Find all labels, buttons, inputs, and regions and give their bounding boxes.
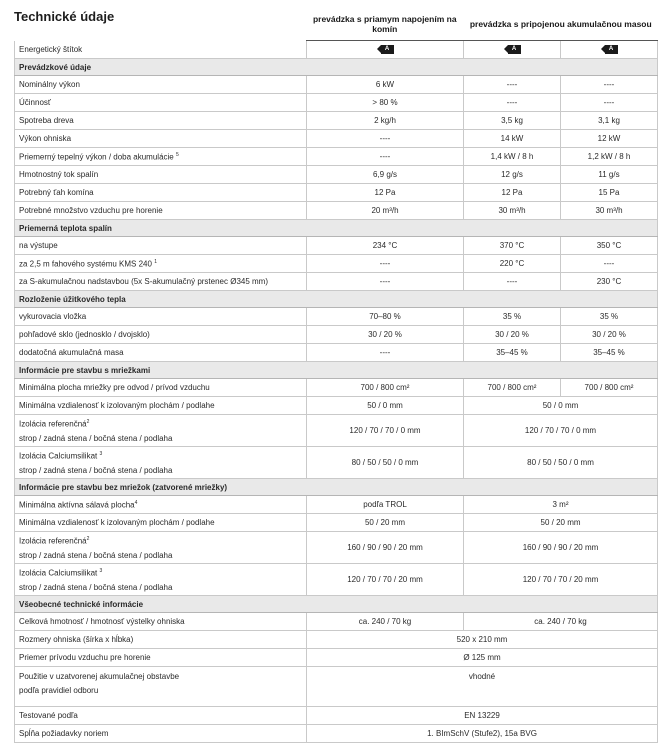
- table-row: Nominálny výkon 6 kW ---- ----: [15, 76, 658, 94]
- table-row: za S-akumulačnou nadstavbou (5x S-akumulačný prstenec Ø345 mm) ---- ---- 230 °C: [15, 273, 658, 291]
- table-row: Priemerný tepelný výkon / doba akumulácie $^5$ ---- 1,4 kW / 8 h 1,2 kW / 8 h: [15, 148, 658, 166]
- table-row: Hmotnostný tok spalín 6,9 g/s 12 g/s 11 g/s: [15, 166, 658, 184]
- energy-class-icon: A: [601, 45, 618, 54]
- table-row: Minimálna vzdialenosť k izolovaným plochám / podlahe 50 / 20 mm 50 / 20 mm: [15, 514, 658, 532]
- table-row: Výkon ohniska ---- 14 kW 12 kW: [15, 130, 658, 148]
- column-header-direct: prevádzka s priamym napojením na komín: [307, 7, 464, 41]
- page-title: Technické údaje: [14, 9, 115, 24]
- table-row: Izolácia referenčná$^2$ strop / zadná stena / bočná stena / podlaha 120 / 70 / 70 / 0 mm 120 / 70 / 70 / 0 mm: [15, 415, 658, 447]
- column-header-accum: prevádzka s pripojenou akumulačnou masou: [464, 7, 658, 41]
- table-row: Použitie v uzatvorenej akumulačnej obstavbe podľa pravidiel odboru vhodné: [15, 667, 658, 707]
- table-row: Účinnosť > 80 % ---- ----: [15, 94, 658, 112]
- table-row: Priemer prívodu vzduchu pre horenie Ø 125 mm: [15, 649, 658, 667]
- energy-badge: [307, 41, 464, 59]
- table-row: na výstupe 234 °C 370 °C 350 °C: [15, 237, 658, 255]
- table-row: Minimálna aktívna sálavá plocha$^4$ podľa TROL 3 m²: [15, 496, 658, 514]
- section-header: Prevádzkové údaje: [15, 59, 658, 76]
- table-row: Potrebné množstvo vzduchu pre horenie 20 m³/h 30 m³/h 30 m³/h: [15, 202, 658, 220]
- technical-data-table: [14, 7, 658, 743]
- table-row: Minimálna plocha mriežky pre odvod / prívod vzduchu 700 / 800 cm² 700 / 800 cm² 700 / 800 cm²: [15, 379, 658, 397]
- table-row: [15, 41, 658, 59]
- table-row: Izolácia referenčná$^2$ strop / zadná stena / bočná stena / podlaha 160 / 90 / 90 / 20 mm 160 / 90 / 90 / 20 mm: [15, 532, 658, 564]
- section-header: Rozloženie úžitkového tepla: [15, 291, 658, 308]
- energy-badge: [464, 41, 561, 59]
- section-header: Informácie pre stavbu s mriežkami: [15, 362, 658, 379]
- table-row: Testované podľa EN 13229: [15, 707, 658, 725]
- energy-badge: [561, 41, 658, 59]
- energy-class-icon: A: [504, 45, 521, 54]
- table-row: Spĺňa požiadavky noriem 1. BImSchV (Stufe2), 15a BVG: [15, 725, 658, 743]
- table-row: Izolácia Calciumsilikat $^3$ strop / zadná stena / bočná stena / podlaha 80 / 50 / 50 / 0 mm 80 / 50 / 50 / 0 mm: [15, 447, 658, 479]
- section-header: Priemerná teplota spalín: [15, 220, 658, 237]
- table-row: vykurovacia vložka 70–80 % 35 % 35 %: [15, 308, 658, 326]
- table-row: Rozmery ohniska (šírka x hĺbka) 520 x 210 mm: [15, 631, 658, 649]
- table-row: Minimálna vzdialenosť k izolovaným plochám / podlahe 50 / 0 mm 50 / 0 mm: [15, 397, 658, 415]
- table-row: dodatočná akumulačná masa ---- 35–45 % 35–45 %: [15, 344, 658, 362]
- table-row: Celková hmotnosť / hmotnosť výstelky ohniska ca. 240 / 70 kg ca. 240 / 70 kg: [15, 613, 658, 631]
- row-label: Energetický štítok: [15, 41, 307, 59]
- section-header: Informácie pre stavbu bez mriežok (zatvorené mriežky): [15, 479, 658, 496]
- table-row: pohľadové sklo (jednosklo / dvojsklo) 30 / 20 % 30 / 20 % 30 / 20 %: [15, 326, 658, 344]
- header-spacer: [15, 7, 307, 41]
- energy-class-icon: A: [377, 45, 394, 54]
- table-row: Potrebný ťah komína 12 Pa 12 Pa 15 Pa: [15, 184, 658, 202]
- table-row: Izolácia Calciumsilikat $^3$ strop / zadná stena / bočná stena / podlaha 120 / 70 / 70 / 20 mm 120 / 70 / 70 / 20 mm: [15, 564, 658, 596]
- table-row: za 2,5 m fahového systému KMS 240 $^1$ ---- 220 °C ----: [15, 255, 658, 273]
- table-row: Spotreba dreva 2 kg/h 3,5 kg 3,1 kg: [15, 112, 658, 130]
- section-header: Všeobecné technické informácie: [15, 596, 658, 613]
